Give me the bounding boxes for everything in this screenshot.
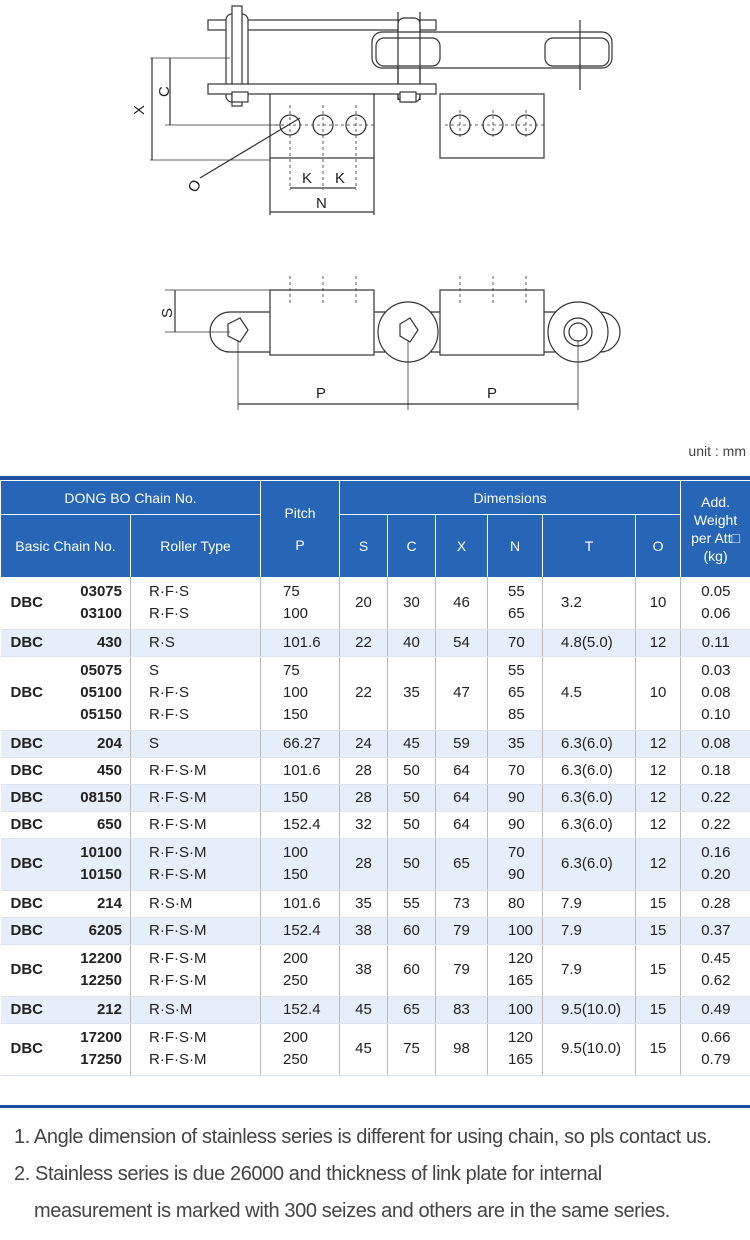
cell-t: 3.2 [543, 577, 636, 629]
cell-weight-line: 0.08 [701, 734, 731, 752]
cell-pitch [261, 1023, 340, 1075]
cell-chain-no [63, 917, 131, 944]
cell-weight [681, 996, 750, 1023]
cell-o: 12 [636, 811, 681, 838]
cell-x: 83 [436, 996, 488, 1023]
cell-o: 12 [636, 838, 681, 890]
cell-pitch [261, 757, 340, 784]
cell-x: 98 [436, 1023, 488, 1075]
cell-pitch-line: 66.27 [283, 734, 321, 752]
cell-n-line: 100 [508, 1000, 534, 1018]
cell-n [488, 890, 543, 917]
cell-chain-no-line: 12250 [80, 972, 122, 989]
cell-t: 4.8(5.0) [543, 629, 636, 656]
cell-pitch-line: 200 [283, 1029, 309, 1046]
cell-n-line: 90 [508, 866, 525, 883]
cell-t: 6.3(6.0) [543, 838, 636, 890]
cell-s: 35 [340, 890, 388, 917]
header-dimensions: Dimensions [340, 481, 681, 515]
cell-chain-no-line: 204 [96, 734, 122, 752]
cell-roller-type-line: R·S·M [149, 1000, 193, 1018]
cell-t: 6.3(6.0) [543, 757, 636, 784]
cell-chain-no-line: 05150 [80, 706, 122, 723]
cell-s: 24 [340, 730, 388, 757]
cell-weight-line: 0.79 [701, 1051, 731, 1068]
cell-n [488, 1023, 543, 1075]
cell-roller-type-line: R·F·S·M [149, 921, 207, 939]
cell-x: 65 [436, 838, 488, 890]
cell-c: 40 [388, 629, 436, 656]
cell-o: 15 [636, 944, 681, 996]
cell-weight-line: 0.03 [701, 662, 731, 679]
cell-s: 45 [340, 1023, 388, 1075]
cell-pitch-line: 152.4 [283, 1000, 321, 1018]
cell-t: 6.3(6.0) [543, 784, 636, 811]
note-2-continued: measurement is marked with 300 seizes and others are in the same series. [34, 1200, 670, 1222]
cell-chain-no [63, 757, 131, 784]
cell-pitch-line: 101.6 [283, 633, 321, 651]
cell-pitch-line: 200 [283, 950, 309, 967]
cell-weight-line: 0.20 [701, 866, 731, 883]
table-row [1, 811, 750, 838]
cell-chain-no-line: 10150 [80, 866, 122, 883]
cell-c: 30 [388, 577, 436, 629]
cell-roller-type-line: R·F·S·M [149, 972, 207, 989]
note-2: 2. Stainless series is due 26000 and thickness of link plate for internal [14, 1163, 602, 1185]
cell-roller-type [131, 577, 261, 629]
cell-weight-line: 0.37 [701, 921, 731, 939]
cell-chain-no [63, 838, 131, 890]
cell-roller-type [131, 811, 261, 838]
dim-label-p2: P [487, 385, 498, 402]
cell-s: 38 [340, 917, 388, 944]
header-pitch: Pitch P [261, 481, 340, 577]
cell-weight [681, 784, 750, 811]
cell-prefix: DBC [1, 838, 63, 890]
cell-o: 12 [636, 629, 681, 656]
header-weight: Add. Weight per Att□ (kg) [681, 481, 750, 577]
cell-x: 79 [436, 944, 488, 996]
cell-t: 4.5 [543, 656, 636, 730]
cell-pitch [261, 730, 340, 757]
cell-pitch-line: 100 [283, 844, 309, 861]
header-basic: Basic Chain No. [1, 515, 131, 578]
unit-label: unit : mm [688, 443, 746, 459]
cell-roller-type [131, 730, 261, 757]
cell-weight-line: 0.10 [701, 706, 731, 723]
dim-label-s: S [159, 307, 176, 318]
cell-n [488, 838, 543, 890]
cell-pitch [261, 656, 340, 730]
cell-prefix: DBC [1, 890, 63, 917]
table-row [1, 838, 750, 890]
cell-o: 10 [636, 577, 681, 629]
cell-t: 9.5(10.0) [543, 1023, 636, 1075]
cell-s: 38 [340, 944, 388, 996]
cell-roller-type-line: R·S [149, 633, 175, 651]
cell-prefix: DBC [1, 629, 63, 656]
cell-c: 60 [388, 944, 436, 996]
cell-weight-line: 0.06 [701, 604, 731, 622]
table-body [1, 577, 750, 1075]
cell-roller-type-line: R·F·S·M [149, 950, 207, 967]
cell-s: 22 [340, 629, 388, 656]
cell-prefix: DBC [1, 656, 63, 730]
cell-n-line: 80 [508, 894, 525, 912]
cell-weight [681, 656, 750, 730]
cell-weight [681, 811, 750, 838]
cell-chain-no-line: 10100 [80, 844, 122, 861]
cell-roller-type-line: R·F·S·M [149, 866, 207, 883]
cell-t: 9.5(10.0) [543, 996, 636, 1023]
cell-roller-type [131, 629, 261, 656]
cell-prefix: DBC [1, 730, 63, 757]
table-row [1, 757, 750, 784]
cell-weight-line: 0.62 [701, 972, 731, 989]
cell-n-line: 35 [508, 734, 525, 752]
cell-roller-type-line: S [149, 662, 160, 679]
cell-pitch-line: 100 [283, 604, 309, 622]
cell-chain-no-line: 450 [96, 761, 122, 779]
cell-pitch-line: 75 [283, 582, 300, 600]
cell-chain-no-line: 05075 [80, 662, 122, 679]
cell-o: 10 [636, 656, 681, 730]
table-row [1, 890, 750, 917]
cell-pitch [261, 629, 340, 656]
cell-weight [681, 629, 750, 656]
header-group: DONG BO Chain No. [1, 481, 261, 515]
header-o: O [636, 515, 681, 578]
cell-n-line: 90 [508, 788, 525, 806]
cell-roller-type-line: R·F·S [149, 582, 189, 600]
cell-n [488, 656, 543, 730]
cell-weight-line: 0.28 [701, 894, 731, 912]
cell-n-line: 165 [508, 1051, 534, 1068]
cell-roller-type-line: R·F·S [149, 706, 189, 723]
cell-chain-no-line: 03100 [80, 604, 122, 622]
cell-o: 15 [636, 996, 681, 1023]
cell-weight [681, 917, 750, 944]
cell-pitch [261, 996, 340, 1023]
cell-o: 15 [636, 1023, 681, 1075]
header-n: N [488, 515, 543, 578]
cell-weight [681, 1023, 750, 1075]
cell-weight [681, 838, 750, 890]
cell-x: 59 [436, 730, 488, 757]
table-top-rule [0, 476, 750, 480]
cell-prefix: DBC [1, 996, 63, 1023]
cell-weight-line: 0.05 [701, 582, 731, 600]
cell-roller-type [131, 784, 261, 811]
cell-chain-no [63, 784, 131, 811]
cell-pitch [261, 838, 340, 890]
cell-chain-no-line: 17200 [80, 1029, 122, 1046]
cell-o: 15 [636, 917, 681, 944]
cell-prefix: DBC [1, 577, 63, 629]
cell-n [488, 996, 543, 1023]
cell-s: 28 [340, 757, 388, 784]
cell-pitch-line: 101.6 [283, 894, 321, 912]
cell-chain-no [63, 577, 131, 629]
cell-x: 73 [436, 890, 488, 917]
cell-n-line: 120 [508, 1029, 534, 1046]
dim-label-p1: P [316, 385, 327, 402]
cell-chain-no-line: 214 [96, 894, 122, 912]
cell-pitch-line: 150 [283, 706, 309, 723]
cell-n [488, 577, 543, 629]
cell-pitch [261, 917, 340, 944]
cell-chain-no-line: 12200 [80, 950, 122, 967]
cell-n [488, 944, 543, 996]
cell-chain-no [63, 629, 131, 656]
cell-weight-line: 0.66 [701, 1029, 731, 1046]
cell-pitch [261, 890, 340, 917]
cell-prefix: DBC [1, 944, 63, 996]
cell-chain-no [63, 656, 131, 730]
cell-c: 50 [388, 838, 436, 890]
cell-chain-no [63, 730, 131, 757]
cell-t: 6.3(6.0) [543, 811, 636, 838]
dim-label-n: N [316, 195, 327, 212]
cell-roller-type [131, 890, 261, 917]
table-row [1, 784, 750, 811]
cell-roller-type-line: R·F·S·M [149, 1051, 207, 1068]
cell-pitch-line: 100 [283, 684, 309, 701]
cell-s: 28 [340, 784, 388, 811]
cell-roller-type-line: R·F·S·M [149, 1029, 207, 1046]
cell-weight-line: 0.22 [701, 788, 731, 806]
cell-s: 45 [340, 996, 388, 1023]
cell-roller-type [131, 656, 261, 730]
cell-roller-type [131, 944, 261, 996]
table-bottom-rule [0, 1105, 750, 1108]
cell-chain-no [63, 996, 131, 1023]
table-row [1, 1023, 750, 1075]
cell-weight [681, 577, 750, 629]
cell-s: 28 [340, 838, 388, 890]
cell-t: 7.9 [543, 890, 636, 917]
cell-roller-type-line: R·F·S·M [149, 761, 207, 779]
cell-n-line: 70 [508, 761, 525, 779]
table-row [1, 944, 750, 996]
table-row [1, 629, 750, 656]
cell-o: 12 [636, 730, 681, 757]
cell-pitch-line: 150 [283, 866, 309, 883]
table-row [1, 577, 750, 629]
cell-roller-type-line: R·F·S [149, 604, 189, 622]
cell-c: 50 [388, 811, 436, 838]
cell-chain-no-line: 6205 [88, 921, 122, 939]
cell-c: 45 [388, 730, 436, 757]
cell-n-line: 65 [508, 604, 525, 622]
cell-prefix: DBC [1, 917, 63, 944]
dim-label-k2: K [335, 170, 346, 187]
cell-x: 47 [436, 656, 488, 730]
cell-weight-line: 0.18 [701, 761, 731, 779]
cell-n-line: 65 [508, 684, 525, 701]
cell-c: 50 [388, 784, 436, 811]
cell-roller-type-line: R·F·S [149, 684, 189, 701]
cell-weight [681, 890, 750, 917]
cell-n-line: 70 [508, 633, 525, 651]
cell-x: 46 [436, 577, 488, 629]
cell-x: 64 [436, 811, 488, 838]
dim-label-o: O [184, 176, 206, 196]
cell-o: 15 [636, 890, 681, 917]
cell-n [488, 629, 543, 656]
header-c: C [388, 515, 436, 578]
header-s: S [340, 515, 388, 578]
cell-n-line: 55 [508, 662, 525, 679]
cell-roller-type [131, 838, 261, 890]
cell-pitch-line: 150 [283, 788, 309, 806]
cell-weight [681, 944, 750, 996]
cell-roller-type [131, 757, 261, 784]
header-t: T [543, 515, 636, 578]
cell-s: 20 [340, 577, 388, 629]
dim-label-x: X [131, 104, 148, 115]
cell-chain-no-line: 212 [96, 1000, 122, 1018]
cell-roller-type [131, 996, 261, 1023]
cell-chain-no [63, 1023, 131, 1075]
cell-chain-no [63, 811, 131, 838]
cell-pitch-line: 101.6 [283, 761, 321, 779]
cell-n [488, 730, 543, 757]
cell-chain-no [63, 890, 131, 917]
cell-n [488, 917, 543, 944]
cell-n-line: 55 [508, 582, 525, 600]
cell-chain-no-line: 08150 [80, 788, 122, 806]
cell-weight-line: 0.49 [701, 1000, 731, 1018]
header-roller: Roller Type [131, 515, 261, 578]
cell-roller-type-line: R·F·S·M [149, 844, 207, 861]
cell-x: 64 [436, 757, 488, 784]
cell-n [488, 811, 543, 838]
cell-roller-type-line: S [149, 734, 160, 752]
cell-c: 55 [388, 890, 436, 917]
cell-x: 79 [436, 917, 488, 944]
notes [14, 1125, 744, 1236]
cell-n-line: 165 [508, 972, 534, 989]
cell-prefix: DBC [1, 1023, 63, 1075]
cell-n-line: 90 [508, 815, 525, 833]
cell-c: 65 [388, 996, 436, 1023]
cell-pitch-line: 250 [283, 972, 309, 989]
cell-pitch-line: 152.4 [283, 921, 321, 939]
cell-chain-no-line: 17250 [80, 1051, 122, 1068]
cell-c: 35 [388, 656, 436, 730]
cell-n [488, 784, 543, 811]
chain-technical-drawing [0, 0, 750, 440]
note-1: 1. Angle dimension of stainless series is different for using chain, so pls contact us. [14, 1126, 712, 1148]
cell-chain-no [63, 944, 131, 996]
cell-pitch [261, 784, 340, 811]
cell-pitch-line: 75 [283, 662, 300, 679]
cell-chain-no-line: 03075 [80, 582, 122, 600]
cell-chain-no-line: 650 [96, 815, 122, 833]
cell-n-line: 70 [508, 844, 525, 861]
cell-prefix: DBC [1, 811, 63, 838]
cell-s: 32 [340, 811, 388, 838]
cell-weight-line: 0.16 [701, 844, 731, 861]
cell-roller-type [131, 917, 261, 944]
cell-chain-no-line: 430 [96, 633, 122, 651]
cell-t: 7.9 [543, 944, 636, 996]
cell-n-line: 120 [508, 950, 534, 967]
table-row [1, 996, 750, 1023]
cell-pitch-line: 250 [283, 1051, 309, 1068]
table-row [1, 917, 750, 944]
cell-roller-type-line: R·F·S·M [149, 815, 207, 833]
cell-roller-type-line: R·F·S·M [149, 788, 207, 806]
cell-chain-no-line: 05100 [80, 684, 122, 701]
dim-label-k1: K [302, 170, 313, 187]
cell-o: 12 [636, 757, 681, 784]
cell-weight [681, 757, 750, 784]
cell-roller-type [131, 1023, 261, 1075]
cell-x: 54 [436, 629, 488, 656]
cell-pitch [261, 811, 340, 838]
chain-spec-table [0, 481, 750, 1076]
cell-pitch [261, 577, 340, 629]
cell-weight-line: 0.11 [701, 633, 730, 651]
header-x: X [436, 515, 488, 578]
cell-pitch [261, 944, 340, 996]
cell-weight-line: 0.22 [701, 815, 731, 833]
cell-x: 64 [436, 784, 488, 811]
cell-weight-line: 0.45 [701, 950, 731, 967]
table-row [1, 656, 750, 730]
cell-t: 6.3(6.0) [543, 730, 636, 757]
cell-c: 75 [388, 1023, 436, 1075]
dim-label-c: C [156, 86, 173, 97]
cell-c: 50 [388, 757, 436, 784]
table-row [1, 730, 750, 757]
cell-n-line: 85 [508, 706, 525, 723]
cell-c: 60 [388, 917, 436, 944]
cell-prefix: DBC [1, 784, 63, 811]
cell-weight-line: 0.08 [701, 684, 731, 701]
cell-weight [681, 730, 750, 757]
cell-n [488, 757, 543, 784]
cell-n-line: 100 [508, 921, 534, 939]
cell-t: 7.9 [543, 917, 636, 944]
cell-roller-type-line: R·S·M [149, 894, 193, 912]
cell-s: 22 [340, 656, 388, 730]
cell-pitch-line: 152.4 [283, 815, 321, 833]
cell-prefix: DBC [1, 757, 63, 784]
cell-o: 12 [636, 784, 681, 811]
